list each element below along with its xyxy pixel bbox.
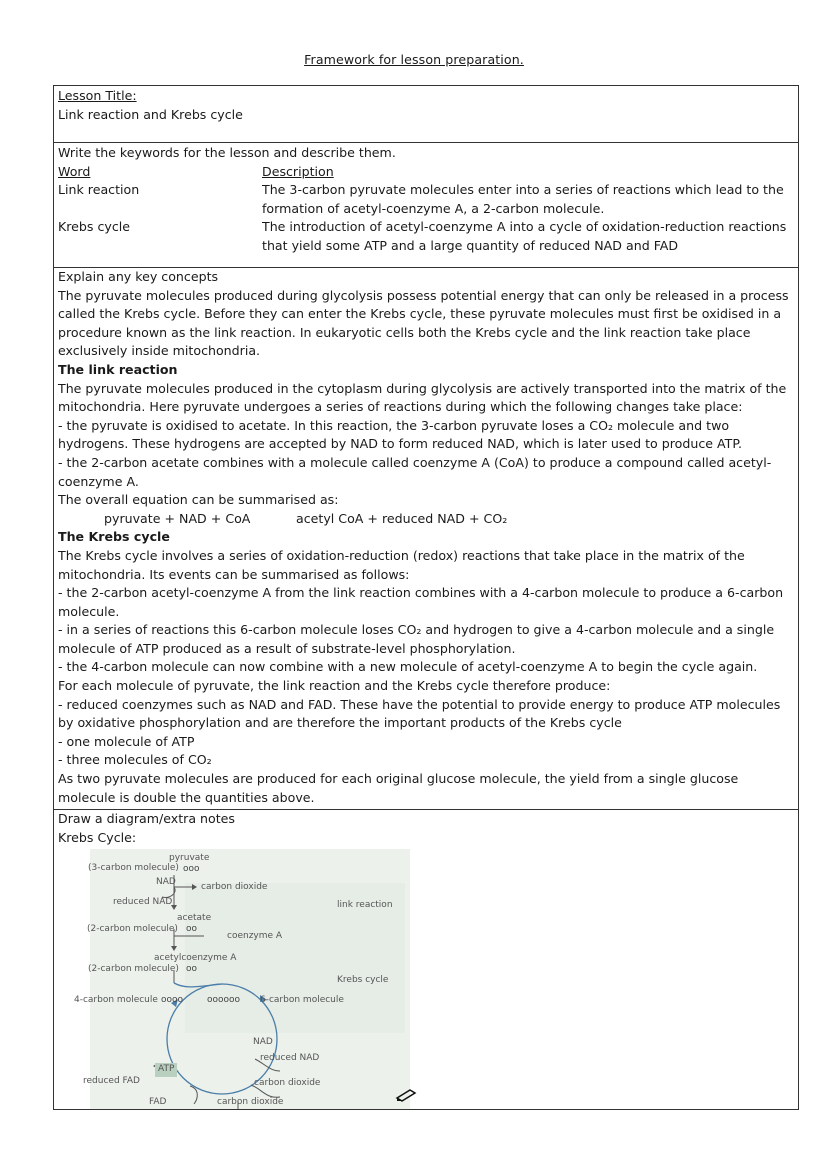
atp-highlight <box>155 1063 177 1077</box>
products-intro: For each molecule of pyruvate, the link reaction and the Krebs cycle therefore produce: <box>58 678 611 694</box>
keywords-section <box>54 142 798 268</box>
diagram-label-six-carbon: 6-carbon molecule <box>260 995 344 1005</box>
keyword-row <box>58 181 792 218</box>
products-bullet: - one molecule of ATP <box>58 733 195 749</box>
link-reaction-bullet: - the pyruvate is oxidised to acetate. In this reaction, the 3-carbon pyruvate loses a CO₂ molecule and two hydrogens. These hydrogens are accepted by NAD to form reduced NAD, which is later used to produce ATP. <box>58 417 742 452</box>
krebs-cycle-heading: The Krebs cycle <box>58 529 170 545</box>
keyword-word: Krebs cycle <box>58 219 131 235</box>
diagram-label-carbon-dioxide: carbon dioxide <box>201 882 268 892</box>
diagram-label-krebs-cycle: Krebs cycle <box>337 975 389 985</box>
products-bullet: - reduced coenzymes such as NAD and FAD. These have the potential to provide energy to produce ATP molecules by oxidative phosphorylation and are therefore the important products of the Krebs cycle <box>58 696 781 731</box>
equation-reactants: pyruvate + NAD + CoA <box>104 510 251 526</box>
diagram-label-reduced-nad-cycle: reduced NAD <box>260 1053 320 1063</box>
link-reaction-paragraph: The pyruvate molecules produced in the cytoplasm during glycolysis are actively transported into the matrix of the mitochondria. Here pyruvate undergoes a series of reactions during which the following changes take place: <box>58 380 787 415</box>
diagram-label-link-reaction: link reaction <box>337 900 393 910</box>
diagram-label-carbon-dioxide: carbon dioxide <box>254 1078 321 1088</box>
krebs-cycle-diagram: pyruvate (3-carbon molecule) ooo NAD carbon dioxide reduced NAD link reaction acetate (2-carbon molecule) oo coenzyme A acetylcoenzyme A (2-carbon molecule) oo Krebs cycle 4-carbon molecule oooo oooooo 6-carbon molecule ATP NAD reduced NAD reduced FAD carbon dioxide FAD carbon dioxide <box>90 849 410 1109</box>
link-reaction-bullet: - the 2-carbon acetate combines with a molecule called coenzyme A (CoA) to produce a compound called acetyl-coenzyme A. <box>58 454 772 489</box>
diagram-label-carbon-dioxide: carbon dioxide <box>217 1097 284 1107</box>
link-reaction-heading: The link reaction <box>58 361 178 377</box>
diagram-label-reduced-fad: reduced FAD <box>83 1076 140 1086</box>
diagram-label-four-carbon: 4-carbon molecule <box>74 995 158 1005</box>
description-column-header: Description <box>262 163 334 179</box>
diagram-label-pyruvate: pyruvate <box>169 853 210 863</box>
diagram-label-three-carbon: (3-carbon molecule) <box>88 863 179 873</box>
krebs-cycle-bullet: - the 4-carbon molecule can now combine with a new molecule of acetyl-coenzyme A to begin the cycle again. <box>58 659 758 675</box>
diagram-label-fad: FAD <box>149 1097 167 1107</box>
notes-subheading: Krebs Cycle: <box>58 829 137 845</box>
diagram-notes-section <box>54 809 798 1109</box>
products-bullet: - three molecules of CO₂ <box>58 752 212 768</box>
document-title: Framework for lesson preparation. <box>304 52 524 67</box>
krebs-cycle-bullet: - in a series of reactions this 6-carbon molecule loses CO₂ and hydrogen to give a 4-carbon molecule and a single molecule of ATP produced as a result of substrate-level phosphorylation. <box>58 622 775 656</box>
lesson-framework-table <box>53 85 799 1110</box>
conclusion: As two pyruvate molecules are produced for each original glucose molecule, the yield from a single glucose molecule is double the quantities above. <box>58 771 739 805</box>
concepts-heading: Explain any key concepts <box>58 269 219 284</box>
diagram-label-coenzyme-a: coenzyme A <box>227 931 283 941</box>
diagram-label-two-carbon: (2-carbon molecule) <box>88 964 179 974</box>
krebs-cycle-bullet: - the 2-carbon acetyl-coenzyme A from the link reaction combines with a 4-carbon molecule to produce a 6-carbon molecule. <box>58 585 784 619</box>
diagram-label-acetylcoenzyme-a: acetylcoenzyme A <box>154 953 237 963</box>
keywords-header-row <box>58 163 792 182</box>
diagram-label-atp: ATP <box>158 1064 175 1074</box>
lesson-title-label: Lesson Title: <box>58 88 137 103</box>
equation-products: acetyl CoA + reduced NAD + CO₂ <box>296 510 508 526</box>
diagram-label-two-carbon: (2-carbon molecule) <box>87 924 178 934</box>
key-concepts-section <box>54 267 798 810</box>
krebs-cycle-paragraph: The Krebs cycle involves a series of oxidation-reduction (redox) reactions that take place in the matrix of the mitochondria. Its events can be summarised as follows: <box>58 547 745 582</box>
pencil-icon <box>395 1088 417 1102</box>
lesson-title: Link reaction and Krebs cycle <box>58 106 243 122</box>
lesson-title-section <box>54 86 798 143</box>
diagram-label-nad-cycle: NAD <box>253 1037 273 1047</box>
diagram-label-reduced-nad: reduced NAD <box>113 897 173 907</box>
concepts-intro: The pyruvate molecules produced during glycolysis possess potential energy that can only be released in a process called the Krebs cycle. Before they can enter the Krebs cycle, these pyruvate molecules must first be oxidised in a procedure known as the link reaction. In eukaryotic cells both the Krebs cycle and the link reaction take place exclusively inside mitochondria. <box>58 287 789 359</box>
equation-intro: The overall equation can be summarised as: <box>58 492 339 508</box>
keywords-instruction: Write the keywords for the lesson and describe them. <box>58 145 396 160</box>
diagram-label-acetate: acetate <box>177 913 212 923</box>
keyword-row <box>58 218 792 255</box>
notes-heading: Draw a diagram/extra notes <box>58 811 235 826</box>
overall-equation <box>58 510 792 529</box>
word-column-header: Word <box>58 163 91 179</box>
keyword-description: The 3-carbon pyruvate molecules enter into a series of reactions which lead to the formation of acetyl-coenzyme A, a 2-carbon molecule. <box>262 182 784 216</box>
keyword-description: The introduction of acetyl-coenzyme A into a cycle of oxidation-reduction reactions that yield some ATP and a large quantity of reduced NAD and FAD <box>262 219 787 253</box>
keyword-word: Link reaction <box>58 182 140 198</box>
diagram-label-nad: NAD <box>156 877 176 887</box>
